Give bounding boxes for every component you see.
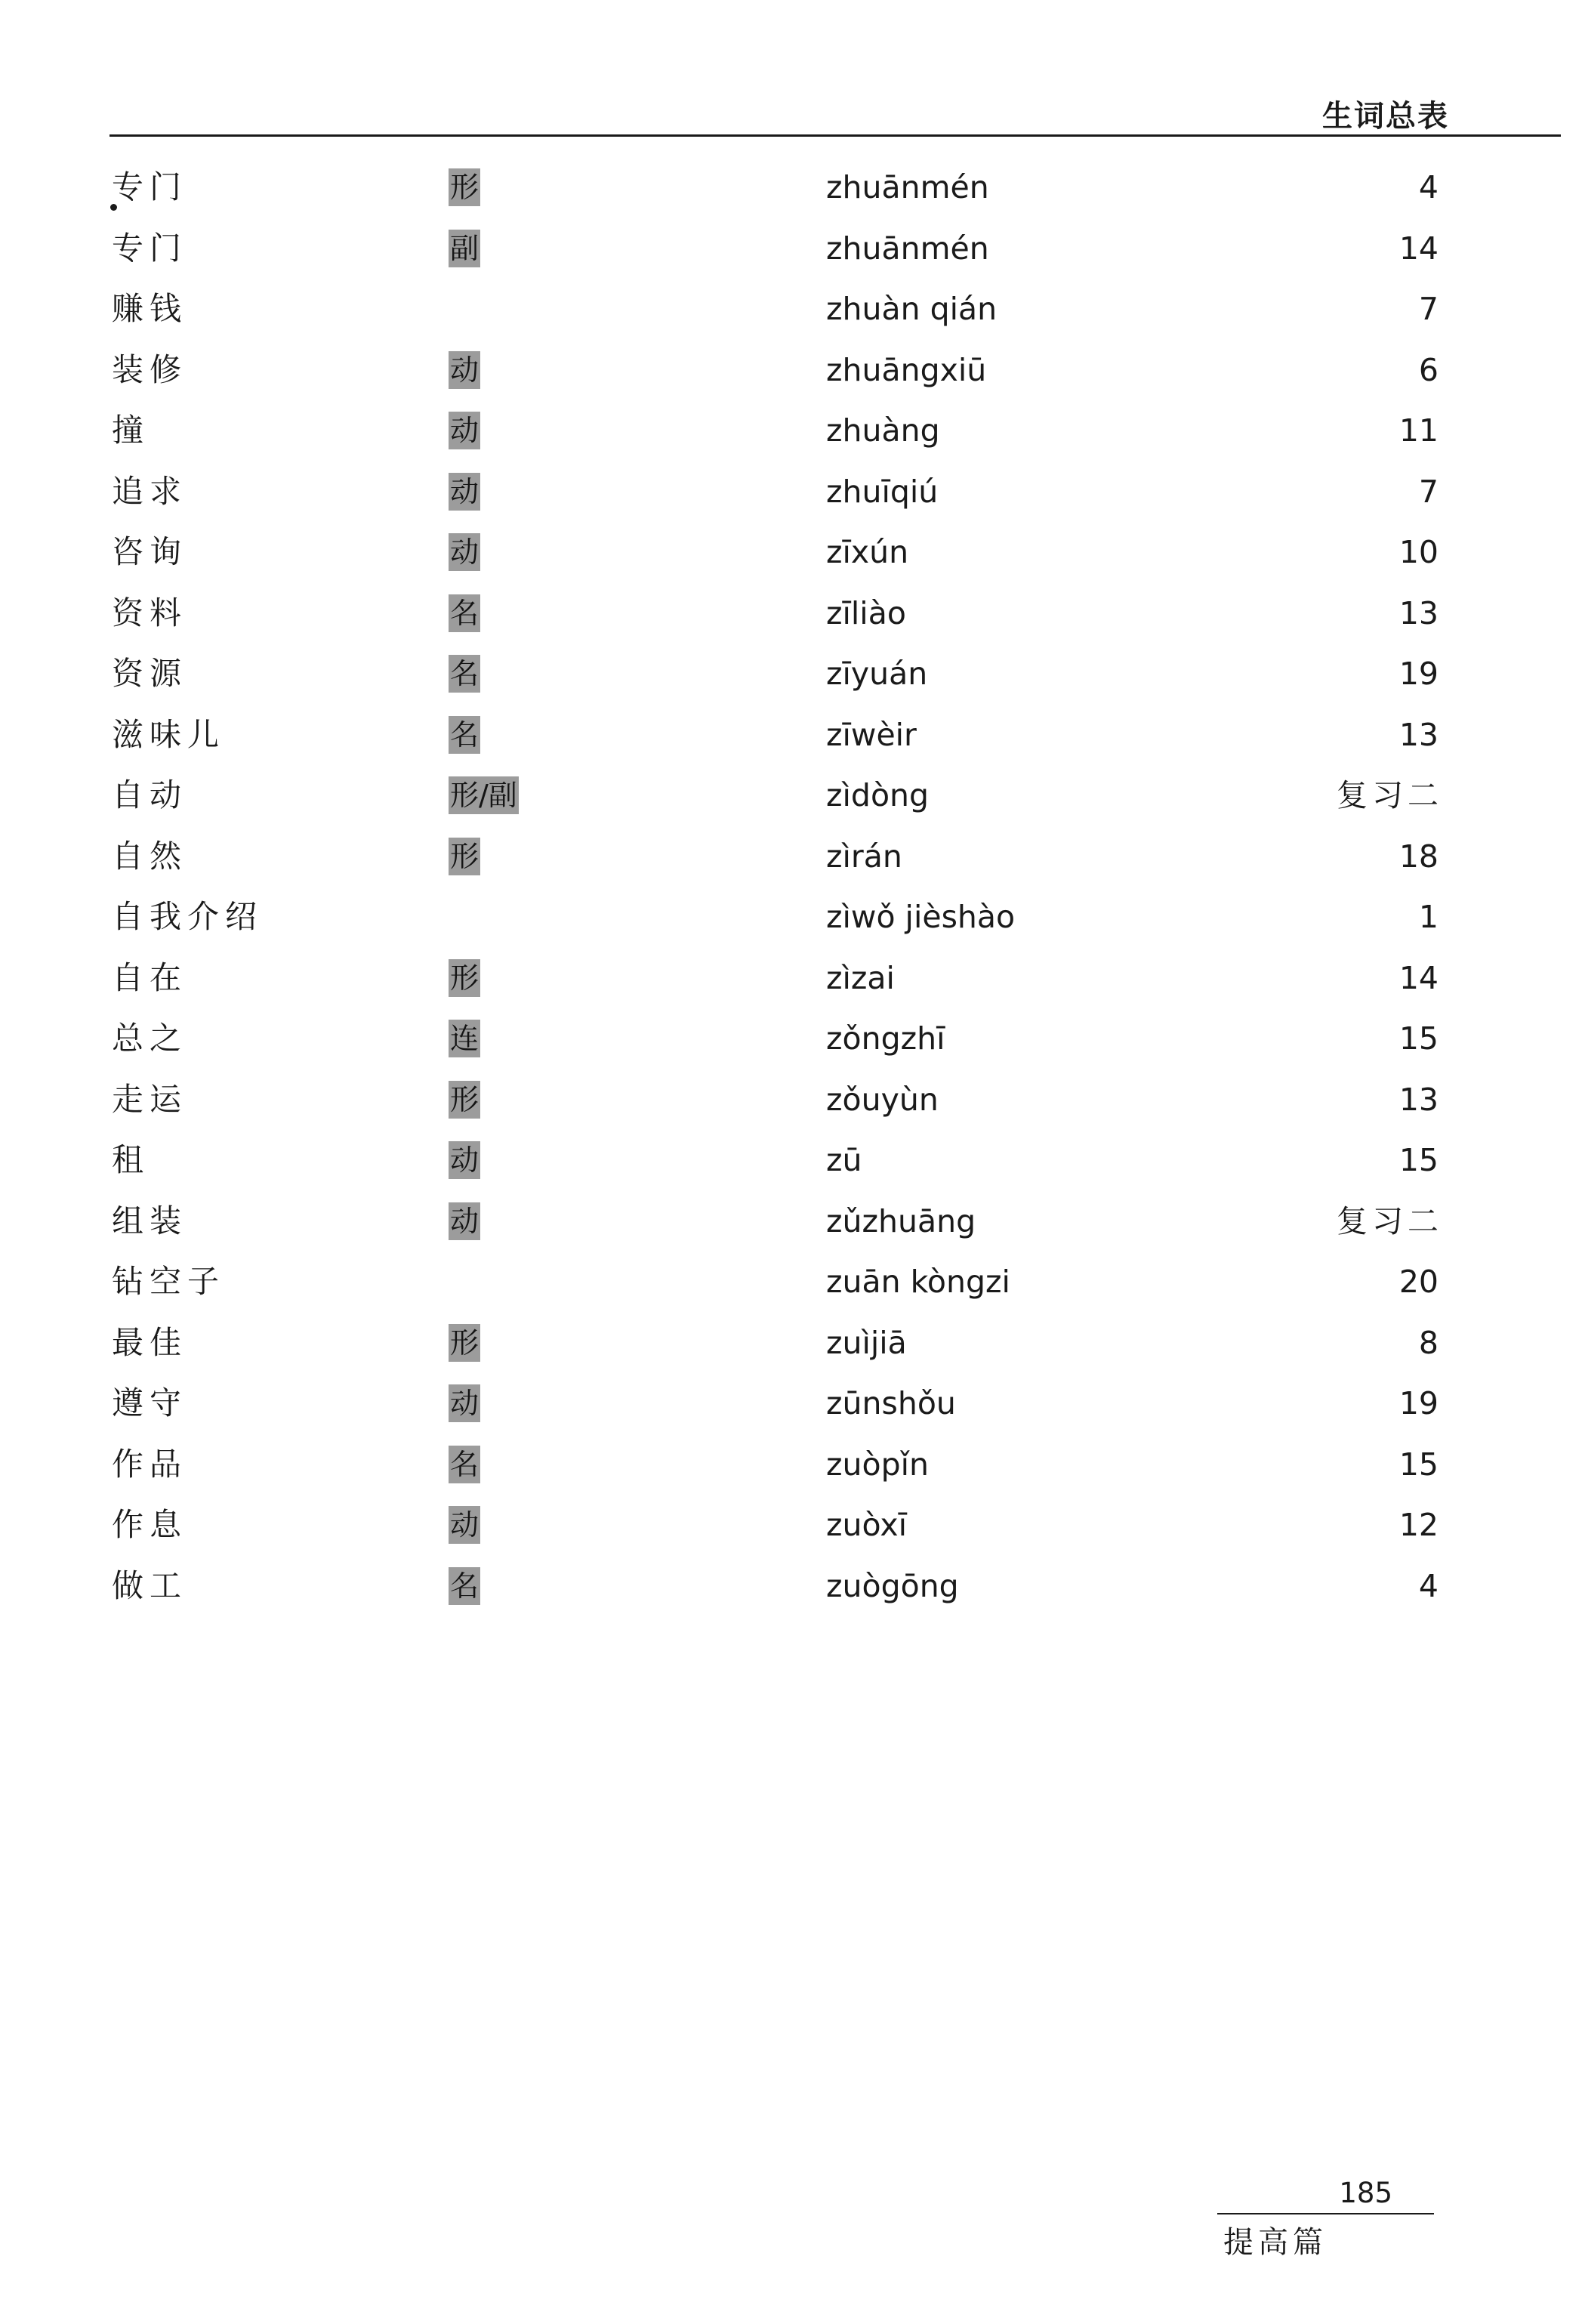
pos-tag: 形 — [449, 1081, 480, 1119]
pos-tag: 动 — [449, 1141, 480, 1179]
vocab-entry — [0, 229, 1585, 290]
entry-lesson: 6 — [1418, 351, 1439, 388]
entry-part-of-speech — [449, 168, 480, 207]
entry-part-of-speech — [449, 532, 480, 572]
entry-word: 作品 — [112, 1445, 188, 1483]
entry-lesson: 19 — [1398, 1385, 1439, 1421]
entry-lesson: 8 — [1418, 1324, 1439, 1361]
entry-part-of-speech — [449, 594, 480, 633]
entry-word: 专门 — [112, 168, 188, 205]
pos-tag: 副 — [449, 230, 480, 267]
entry-lesson: 13 — [1398, 716, 1439, 753]
entry-pinyin: zhuāngxiū — [826, 351, 987, 388]
entry-pinyin: zǔzhuāng — [826, 1202, 976, 1239]
entry-pinyin: zìwǒ jièshào — [826, 899, 1016, 935]
entry-word: 作息 — [112, 1506, 188, 1543]
entry-lesson: 13 — [1398, 594, 1439, 631]
entry-pinyin: zuìjiā — [826, 1324, 907, 1361]
entry-word: 走运 — [112, 1080, 188, 1118]
vocab-entry — [0, 837, 1585, 898]
page-number: 185 — [1339, 2177, 1392, 2209]
entry-pinyin: zuòpǐn — [826, 1446, 929, 1483]
entry-part-of-speech — [449, 1019, 480, 1058]
entry-pinyin: zuòxī — [826, 1507, 907, 1543]
entry-word: 滋味儿 — [112, 715, 226, 753]
pos-tag: 动 — [449, 533, 480, 571]
entry-pinyin: zīxún — [826, 534, 909, 570]
entry-lesson: 13 — [1398, 1081, 1439, 1118]
pos-tag: 名 — [449, 655, 480, 693]
header-divider — [109, 134, 1561, 137]
pos-tag: 形 — [449, 838, 480, 875]
entry-word: 赚钱 — [112, 290, 188, 327]
entry-word: 追求 — [112, 472, 188, 510]
entry-pinyin: zuògōng — [826, 1567, 959, 1604]
pos-tag: 形/副 — [449, 776, 519, 814]
entry-lesson: 7 — [1418, 473, 1439, 510]
entry-pinyin: zhuānmén — [826, 169, 989, 205]
entry-lesson: 复习二 — [1337, 777, 1443, 813]
entry-part-of-speech — [449, 1445, 480, 1484]
vocab-entry — [0, 472, 1585, 533]
entry-part-of-speech — [449, 1080, 480, 1119]
footer-divider — [1217, 2213, 1434, 2214]
entry-word: 专门 — [112, 229, 188, 267]
entry-pinyin: zīyuán — [826, 656, 928, 692]
entry-lesson: 12 — [1398, 1507, 1439, 1543]
entry-word: 装修 — [112, 350, 188, 388]
entry-pinyin: zūnshǒu — [826, 1385, 956, 1421]
vocab-entry — [0, 715, 1585, 776]
entry-lesson: 14 — [1398, 230, 1439, 267]
vocab-entry — [0, 168, 1585, 229]
vocab-entry — [0, 289, 1585, 350]
entry-word: 遵守 — [112, 1384, 188, 1421]
entry-word: 最佳 — [112, 1323, 188, 1361]
entry-lesson: 19 — [1398, 656, 1439, 692]
page-header-title: 生词总表 — [1322, 99, 1449, 134]
entry-pinyin: zhuīqiú — [826, 473, 939, 510]
entry-lesson: 15 — [1398, 1020, 1439, 1057]
entry-lesson: 15 — [1398, 1142, 1439, 1178]
vocab-entry — [0, 1019, 1585, 1080]
pos-tag: 动 — [449, 412, 480, 449]
vocab-entry — [0, 1384, 1585, 1445]
entry-part-of-speech — [449, 472, 480, 511]
entry-lesson: 4 — [1418, 169, 1439, 205]
entry-lesson: 4 — [1418, 1567, 1439, 1604]
entry-pinyin: zuān kòngzi — [826, 1264, 1010, 1300]
entry-part-of-speech — [449, 1566, 480, 1606]
entry-lesson: 10 — [1398, 534, 1439, 570]
entry-word: 资源 — [112, 655, 188, 692]
entry-part-of-speech — [449, 776, 519, 815]
entry-lesson: 14 — [1398, 959, 1439, 996]
vocab-entry — [0, 897, 1585, 958]
pos-tag: 形 — [449, 1324, 480, 1362]
entry-word: 自然 — [112, 837, 188, 875]
entry-word: 做工 — [112, 1566, 188, 1604]
entry-pinyin: zìdòng — [826, 777, 930, 813]
vocab-entry — [0, 1445, 1585, 1506]
entry-word: 撞 — [112, 412, 150, 449]
vocab-entry — [0, 350, 1585, 412]
entry-pinyin: zhuàng — [826, 412, 940, 449]
entry-pinyin: zīwèir — [826, 716, 917, 753]
entry-lesson: 7 — [1418, 291, 1439, 327]
entry-part-of-speech — [449, 350, 480, 390]
pos-tag: 连 — [449, 1020, 480, 1057]
entry-pinyin: zū — [826, 1142, 862, 1178]
entry-pinyin: zhuàn qián — [826, 291, 998, 327]
vocab-entry — [0, 594, 1585, 655]
entry-word: 自我介绍 — [112, 898, 264, 935]
entry-word: 资料 — [112, 594, 188, 631]
entry-part-of-speech — [449, 229, 480, 268]
entry-word: 自在 — [112, 958, 188, 996]
entry-word: 自动 — [112, 776, 188, 813]
entry-part-of-speech — [449, 958, 480, 998]
pos-tag: 动 — [449, 473, 480, 511]
entry-part-of-speech — [449, 1384, 480, 1423]
entry-part-of-speech — [449, 837, 480, 876]
section-title: 提高篇 — [1223, 2225, 1328, 2260]
entry-word: 咨询 — [112, 533, 188, 570]
pos-tag: 形 — [449, 959, 480, 997]
entry-lesson: 复习二 — [1337, 1202, 1443, 1239]
vocab-entry — [0, 776, 1585, 837]
pos-tag: 名 — [449, 1446, 480, 1483]
vocab-entry — [0, 1202, 1585, 1263]
vocab-entry — [0, 1262, 1585, 1323]
pos-tag: 名 — [449, 1567, 480, 1605]
entry-lesson: 20 — [1398, 1264, 1439, 1300]
pos-tag: 动 — [449, 1506, 480, 1544]
vocab-entry — [0, 1080, 1585, 1141]
entry-word: 组装 — [112, 1202, 188, 1239]
entry-part-of-speech — [449, 411, 480, 450]
pos-tag: 形 — [449, 168, 480, 206]
entry-pinyin: zīliào — [826, 594, 906, 631]
entry-pinyin: zìzai — [826, 959, 895, 996]
entry-part-of-speech — [449, 1505, 480, 1545]
vocab-entry — [0, 654, 1585, 715]
entry-pinyin: zǒngzhī — [826, 1020, 945, 1057]
vocab-entry — [0, 958, 1585, 1020]
pos-tag: 动 — [449, 1384, 480, 1422]
entry-lesson: 15 — [1398, 1446, 1439, 1483]
pos-tag: 动 — [449, 351, 480, 389]
entry-part-of-speech — [449, 1140, 480, 1180]
vocab-entry — [0, 411, 1585, 472]
vocab-entry — [0, 1323, 1585, 1384]
entry-part-of-speech — [449, 1202, 480, 1241]
entry-word: 钻空子 — [112, 1263, 226, 1300]
entry-pinyin: zìrán — [826, 838, 902, 875]
vocab-entry — [0, 1140, 1585, 1202]
entry-word: 总之 — [112, 1020, 188, 1057]
pos-tag: 动 — [449, 1202, 480, 1240]
entry-part-of-speech — [449, 654, 480, 693]
pos-tag: 名 — [449, 594, 480, 632]
vocab-entry — [0, 532, 1585, 594]
entry-pinyin: zǒuyùn — [826, 1081, 939, 1118]
vocab-entry — [0, 1505, 1585, 1566]
pos-tag: 名 — [449, 716, 480, 754]
entry-part-of-speech — [449, 715, 480, 755]
entry-lesson: 11 — [1398, 412, 1439, 449]
entry-part-of-speech — [449, 1323, 480, 1363]
entry-pinyin: zhuānmén — [826, 230, 989, 267]
entry-word: 租 — [112, 1141, 150, 1178]
vocab-entry — [0, 1566, 1585, 1628]
entry-lesson: 18 — [1398, 838, 1439, 875]
entry-lesson: 1 — [1418, 899, 1439, 935]
vocabulary-list — [0, 168, 1585, 1627]
